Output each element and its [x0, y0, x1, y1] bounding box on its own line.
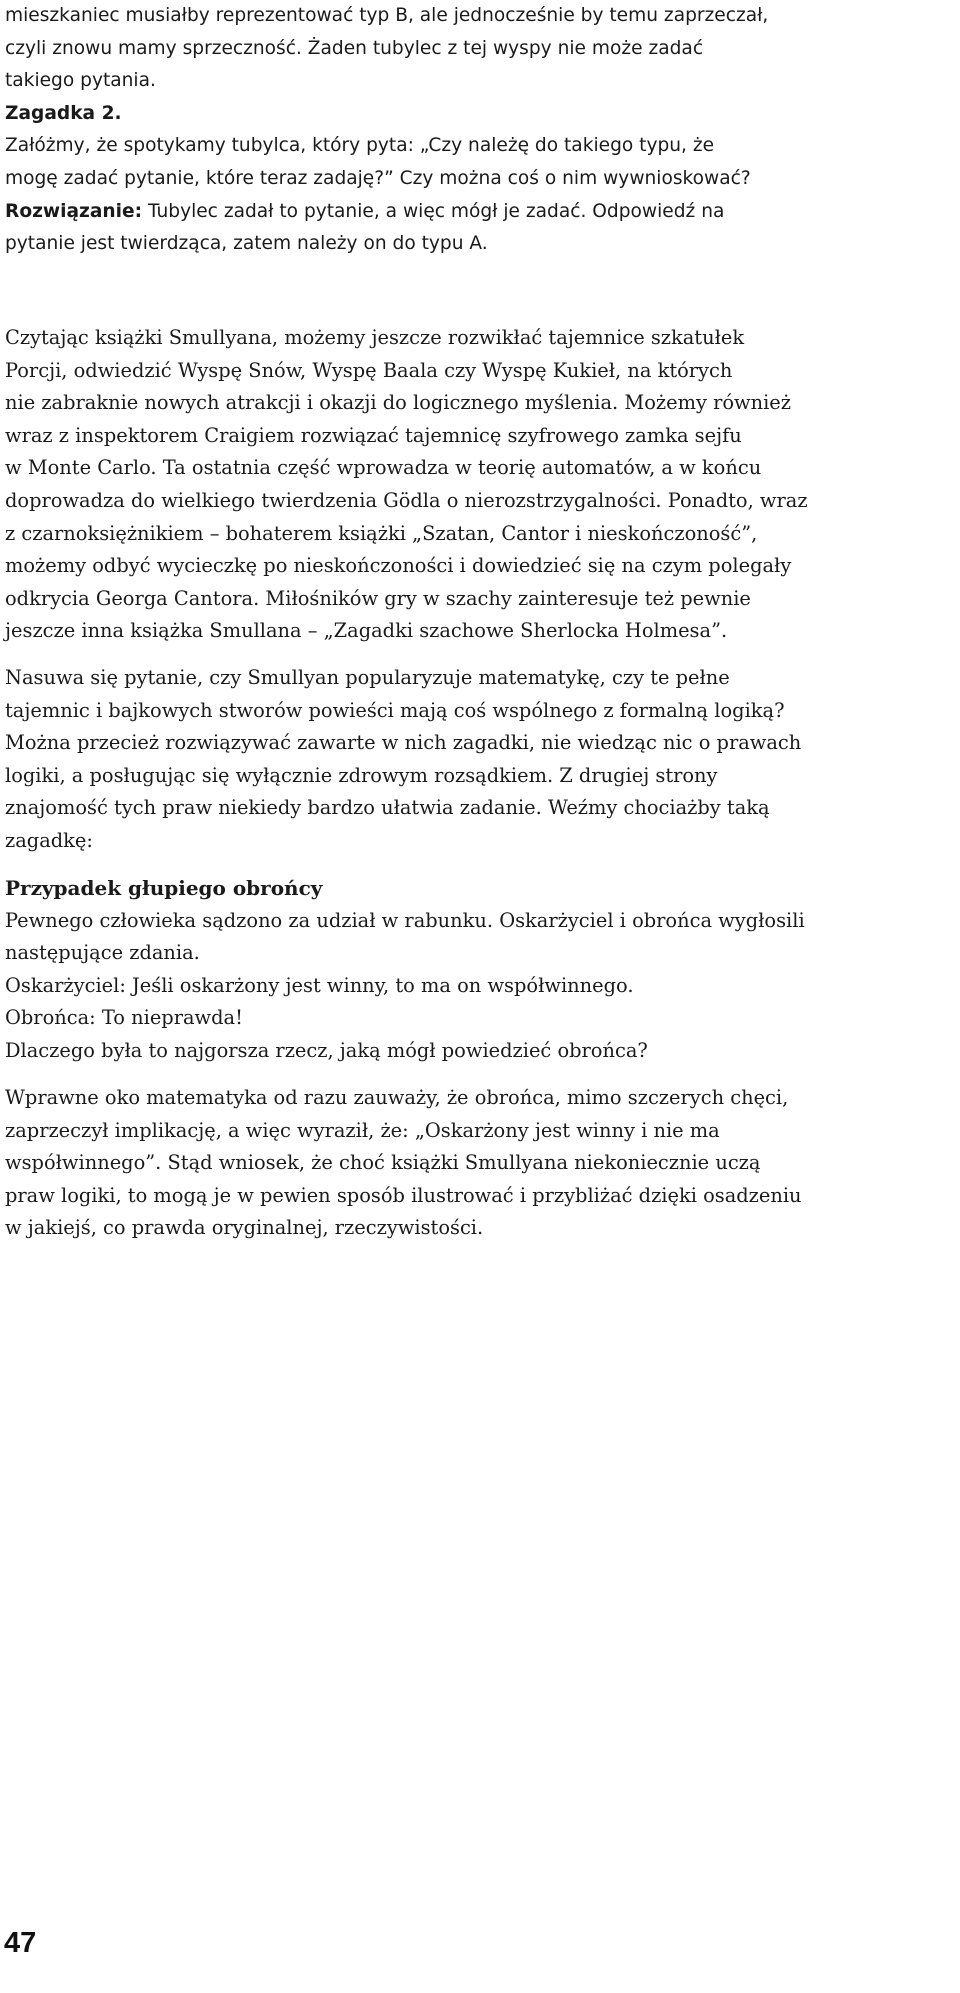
prosecutor-statement: Oskarżyciel: Jeśli oskarżony jest winny, to ma on współwinnego. — [5, 973, 634, 997]
text-line: pytanie jest twierdząca, zatem należy on do typu A. — [5, 233, 488, 255]
text-line: praw logiki, to mogą je w pewien sposób ilustrować i przybliżać dzięki osadzeniu — [5, 1183, 802, 1207]
books-paragraph — [5, 322, 808, 648]
text-line: odkrycia Georga Cantora. Miłośników gry w szachy zainteresuje też pewnie — [5, 586, 751, 610]
text-line: wraz z inspektorem Craigiem rozwiązać tajemnicę szyfrowego zamka sejfu — [5, 423, 742, 447]
text-line: Pewnego człowieka sądzono za udział w rabunku. Oskarżyciel i obrońca wygłosili — [5, 908, 805, 932]
text-line: Wprawne oko matematyka od razu zauważy, że obrońca, mimo szczerych chęci, — [5, 1086, 789, 1109]
text-line: czyli znowu mamy sprzeczność. Żaden tubylec z tej wyspy nie może zadać — [5, 37, 704, 59]
text-line: mieszkaniec musiałby reprezentować typ B, ale jednocześnie by temu zaprzeczał, — [5, 5, 769, 26]
conclusion-paragraph — [5, 1082, 802, 1245]
solution-line — [5, 196, 768, 229]
puzzle2-heading: Zagadka 2. — [5, 102, 122, 124]
text-line: w jakiejś, co prawda oryginalnej, rzeczywistości. — [5, 1216, 484, 1240]
text-line: z czarnoksiężnikiem – bohaterem książki „Szatan, Cantor i nieskończoność”, — [5, 521, 758, 545]
text-line: znajomość tych praw niekiedy bardzo ułatwia zadanie. Weźmy chociażby taką — [5, 796, 770, 820]
text-line: Czytając książki Smullyana, możemy jeszcze rozwikłać tajemnice szkatułek — [5, 326, 745, 349]
text-line: Można przecież rozwiązywać zawarte w nich zagadki, nie wiedząc nic o prawach — [5, 731, 802, 755]
solution-text: Tubylec zadał to pytanie, a więc mógł je zadać. Odpowiedź na — [142, 200, 725, 222]
case-question: Dlaczego była to najgorsza rzecz, jaką mógł powiedzieć obrońca? — [5, 1038, 648, 1062]
text-line: jeszcze inna książka Smullana – „Zagadki szachowe Sherlocka Holmesa”. — [5, 619, 728, 643]
text-line: tajemnic i bajkowych stworów powieści mają coś wspólnego z formalną logiką? — [5, 698, 785, 722]
text-line: zaprzeczył implikację, a więc wyraził, że: „Oskarżony jest winny i nie ma — [5, 1118, 720, 1142]
text-line: nie zabraknie nowych atrakcji i okazji do logicznego myślenia. Możemy również — [5, 391, 791, 415]
puzzle1-tail-paragraph — [5, 0, 768, 98]
text-line: Porcji, odwiedzić Wyspę Snów, Wyspę Baala czy Wyspę Kukieł, na których — [5, 358, 733, 382]
text-line: doprowadza do wielkiego twierdzenia Gödla o nierozstrzygalności. Ponadto, wraz — [5, 488, 808, 512]
solution-label: Rozwiązanie: — [5, 200, 143, 222]
text-line: Załóżmy, że spotykamy tubylca, który pyta: „Czy należę do takiego typu, że — [5, 135, 715, 157]
text-line: zagadkę: — [5, 828, 93, 852]
case-section — [5, 872, 805, 1068]
defender-statement: Obrońca: To nieprawda! — [5, 1006, 243, 1030]
case-heading: Przypadek głupiego obrońcy — [5, 876, 323, 900]
text-line: mogę zadać pytanie, które teraz zadaję?” Czy można coś o nim wywnioskować? — [5, 167, 751, 189]
text-line: Nasuwa się pytanie, czy Smullyan popularyzuje matematykę, czy te pełne — [5, 666, 730, 689]
text-line: w Monte Carlo. Ta ostatnia część wprowadza w teorię automatów, a w końcu — [5, 456, 762, 480]
puzzle2-block — [5, 98, 768, 261]
text-line: logiki, a posługując się wyłącznie zdrowym rozsądkiem. Z drugiej strony — [5, 763, 718, 787]
page-number: 47 — [4, 1927, 37, 1959]
text-line: następujące zdania. — [5, 941, 200, 965]
text-line: takiego pytania. — [5, 70, 156, 92]
text-line: możemy odbyć wycieczkę po nieskończoności i dowiedzieć się na czym polegały — [5, 554, 792, 578]
puzzle-section — [5, 0, 768, 261]
text-line: współwinnego”. Stąd wniosek, że choć książki Smullyana niekoniecznie uczą — [5, 1151, 761, 1175]
question-paragraph — [5, 662, 801, 858]
